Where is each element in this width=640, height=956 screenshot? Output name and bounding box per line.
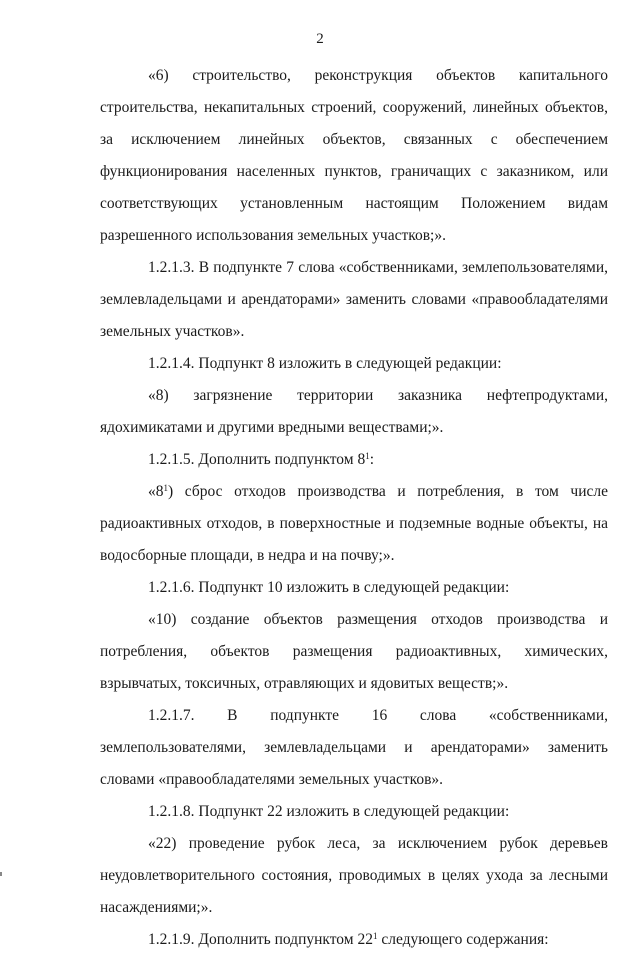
superscript: 1 [365, 451, 370, 461]
paragraph-text: 1.2.1.9. Дополнить подпунктом 22 [148, 931, 373, 948]
paragraph-1-2-1-3: 1.2.1.3. В подпункте 7 слова «собственниками, землепользователями, землевладельцами и арендаторами» заменить словами «правообладателями земельных участков». [100, 259, 608, 340]
paragraph-item-8: «8) загрязнение территории заказника нефтепродуктами, ядохимикатами и другими вредными веществами;». [100, 387, 608, 436]
paragraph-item-22: «22) проведение рубок леса, за исключением рубок деревьев неудовлетворительного состояния, проводимых в целях ухода за лесными насаждениями;». [100, 835, 608, 916]
document-body [100, 60, 608, 956]
paragraph-text: «8 [148, 483, 164, 500]
paragraph-text: : [369, 451, 375, 468]
paragraph-1-2-1-8: 1.2.1.8. Подпункт 22 изложить в следующей редакции: [148, 803, 510, 820]
superscript: 1 [163, 483, 168, 493]
paragraph-1-2-1-7: 1.2.1.7. В подпункте 16 слова «собственниками, землепользователями, землевладельцами и арендаторами» заменить словами «правообладателями земельных участков». [100, 707, 608, 788]
paragraph-1-2-1-9 [100, 924, 608, 956]
superscript: 1 [372, 931, 378, 941]
paragraph-text: ) сброс отходов производства и потребления, в том числе радиоактивных отходов, в поверхностные и подземные водные объекты, на водосборные площади, в недра и на почву;». [100, 483, 608, 564]
scan-edge-mark [0, 872, 2, 876]
paragraph-text: 1.2.1.5. Дополнить подпунктом 8 [148, 451, 366, 468]
paragraph-1-2-1-6: 1.2.1.6. Подпункт 10 изложить в следующей редакции: [148, 579, 510, 596]
paragraph-1-2-1-5 [100, 444, 608, 476]
paragraph-item-6: «6) строительство, реконструкция объектов капитального строительства, некапитальных строений, сооружений, линейных объектов, за исключением линейных объектов, связанных с обеспечением функционирования населенных пунктов, граничащих с заказником, или соответствующих установленным настоящим Положением видам разрешенного использования земельных участков;». [100, 67, 608, 244]
paragraph-text: следующего содержания: [377, 931, 549, 948]
paragraph-1-2-1-4: 1.2.1.4. Подпункт 8 изложить в следующей редакции: [148, 355, 502, 372]
paragraph-item-10: «10) создание объектов размещения отходов производства и потребления, объектов размещения радиоактивных, химических, взрывчатых, токсичных, отравляющих и ядовитых веществ;». [100, 611, 608, 692]
paragraph-item-8-1 [100, 476, 608, 572]
page-number: 2 [316, 31, 324, 47]
